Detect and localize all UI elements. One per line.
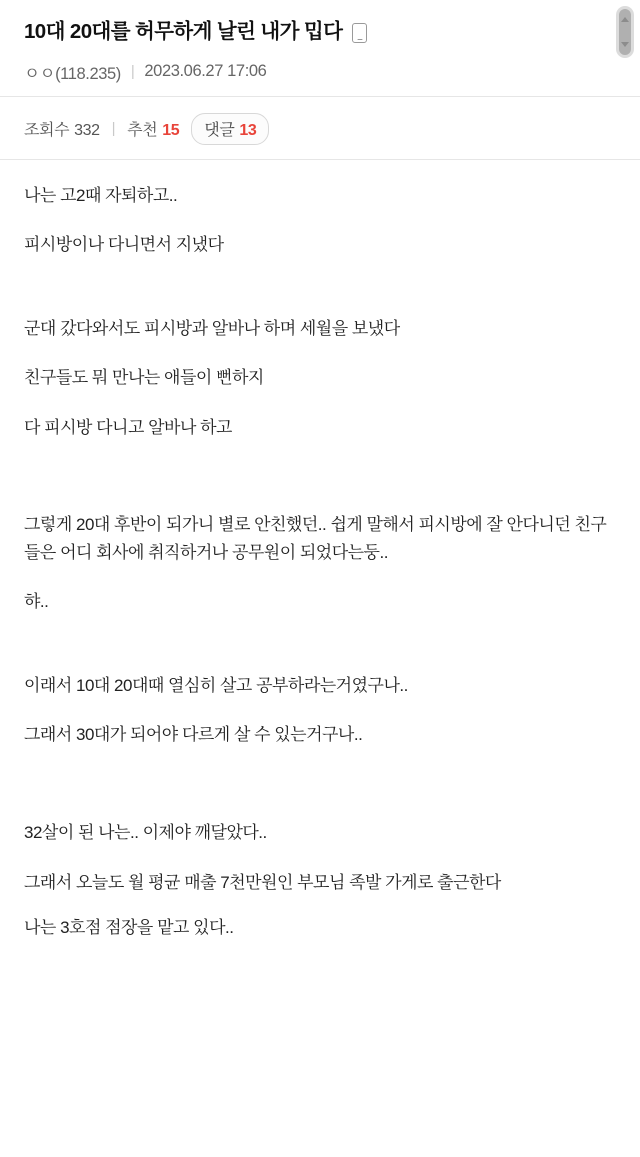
post-header (0, 0, 640, 96)
content-paragraph: 다 피시방 다니고 알바나 하고 (24, 417, 232, 437)
recommend-stat[interactable] (127, 117, 179, 140)
recommend-label: 추천 (127, 122, 158, 140)
mobile-phone-icon (352, 23, 367, 43)
comments-button[interactable] (191, 113, 269, 145)
content-paragraph: 군대 갔다와서도 피시방과 알바나 하며 세월을 보냈다 (24, 318, 400, 338)
views-label: 조회수 (24, 122, 70, 140)
page-title: 10대 20대를 허무하게 날린 내가 밉다 (24, 20, 343, 43)
content-paragraph: 32살이 된 나는.. 이제야 깨달았다.. (24, 822, 267, 842)
recommend-value: 15 (162, 122, 180, 140)
content-paragraph: 햐.. (24, 592, 49, 612)
content-paragraph: 친구들도 뭐 만나는 애들이 뻔하지 (24, 368, 264, 388)
scroll-up-arrow-icon[interactable] (621, 17, 629, 22)
content-paragraph: 이래서 10대 20대때 열심히 살고 공부하라는거였구나.. (24, 675, 408, 695)
title-row (24, 18, 616, 46)
content-paragraph: 그래서 오늘도 월 평균 매출 7천만원인 부모님 족발 가게로 출근한다 (24, 872, 501, 892)
stats-separator: | (111, 120, 116, 138)
content-paragraph: 그렇게 20대 후반이 되가니 별로 안친했던.. 쉽게 말해서 피시방에 잘 안다니던 친구들은 어디 회사에 취직하거나 공무원이 되었다는둥.. (24, 515, 607, 562)
scrollbar-thumb[interactable] (619, 9, 631, 55)
stats-bar (0, 97, 640, 159)
scroll-down-arrow-icon[interactable] (621, 42, 629, 47)
author-name[interactable]: ㅇㅇ(118.235) (24, 64, 121, 83)
scrollbar[interactable] (616, 6, 634, 58)
comments-value: 13 (239, 121, 257, 139)
views-value: 332 (74, 122, 100, 140)
meta-separator: | (130, 63, 135, 81)
content-paragraph: 그래서 30대가 되어야 다르게 살 수 있는거구나.. (24, 725, 363, 745)
content-paragraph: 나는 고2때 자퇴하고.. (24, 185, 178, 205)
content-paragraph: 나는 3호점 점장을 맡고 있다.. (24, 918, 234, 938)
post-content (0, 160, 640, 942)
post-meta (24, 60, 616, 84)
content-paragraph: 피시방이나 다니면서 지냈다 (24, 235, 224, 255)
comments-label: 댓글 (204, 121, 235, 139)
post-datetime: 2023.06.27 17:06 (144, 62, 267, 81)
views-stat (24, 117, 100, 140)
